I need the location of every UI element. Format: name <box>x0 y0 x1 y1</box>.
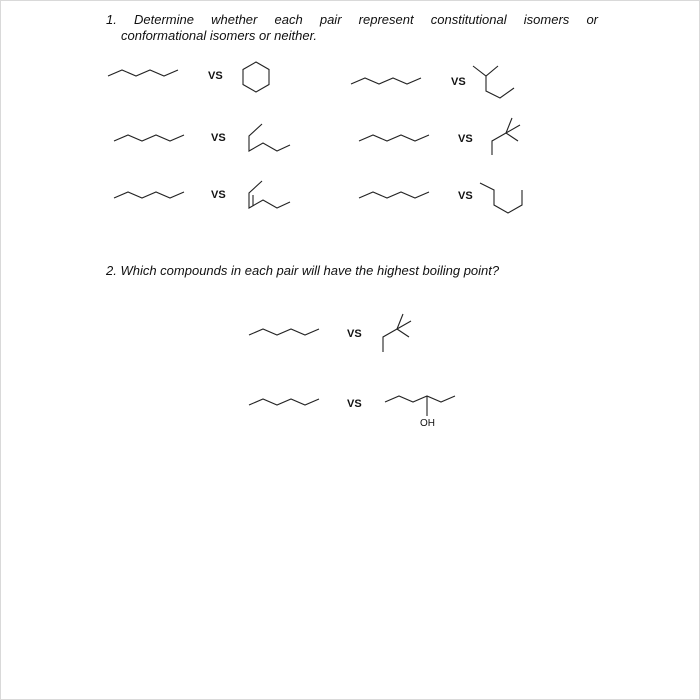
pentane-structure <box>359 135 429 141</box>
quaternary-structure-branch <box>506 133 518 141</box>
pentane-conformer-structure <box>249 124 290 151</box>
pentane-structure <box>249 329 319 335</box>
hexane-conformer-structure <box>480 183 522 213</box>
cyclohexane-structure <box>243 62 269 92</box>
branched-alkane-structure <box>473 66 498 76</box>
alkene-structure <box>249 181 290 208</box>
branched-alkane-structure-chain <box>486 76 514 98</box>
vs-label: VS <box>347 328 362 340</box>
dimethylbutane-structure-main <box>383 321 411 352</box>
question-2-text: 2. Which compounds in each pair will have the highest boiling point? <box>106 263 500 278</box>
alcohol-structure <box>385 396 455 402</box>
pentane-structure <box>359 192 429 198</box>
pentane-structure <box>249 399 319 405</box>
question-1-text-continued: conformational isomers or neither. <box>121 28 318 43</box>
dimethylbutane-structure-branch <box>397 329 409 337</box>
vs-label: VS <box>347 398 362 410</box>
vs-label: VS <box>211 132 226 144</box>
question-1-text: 1. Determine whether each pair represent constitutional isomers or <box>106 12 598 27</box>
pentane-structure <box>351 78 421 84</box>
vs-label: VS <box>451 76 466 88</box>
vs-label: VS <box>458 190 473 202</box>
pentane-structure <box>108 70 178 76</box>
vs-label: VS <box>211 189 226 201</box>
pentane-structure <box>114 135 184 141</box>
vs-label: VS <box>208 70 223 82</box>
hydroxyl-label: OH <box>420 418 435 429</box>
vs-label: VS <box>458 133 473 145</box>
pentane-structure <box>114 192 184 198</box>
